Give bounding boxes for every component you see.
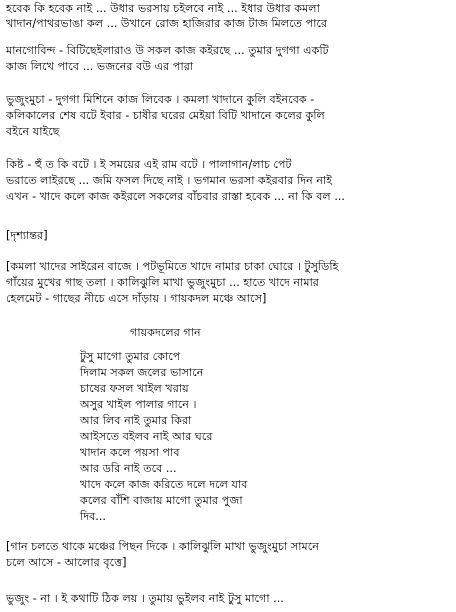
dialogue-line: মানগোবিন্দ - বিটিছেইলারাও উ সকল কাজ কইরছে ... তুমার দুগগা একটি [6, 44, 329, 57]
song-line: কলের বাঁশি বাজায় মাগো তুমার পুজা [80, 494, 243, 507]
dialogue-line: কলিকালের শেষ বটে ইবার - চাষীর ঘরের মেইয়া বিটি খাদানে কলের কুলি [6, 109, 325, 122]
dialogue-line: ভরাতে লাইরছে ... জমি ফসল দিছে নাই । ভগমান ভরসা কইরবার দিন নাই [6, 174, 333, 187]
dialogue-line: এখন - খাদে কলে কাজ কইরলে সকলের বাঁচবার রাস্তা হবেক ... না কি বল ... [6, 190, 345, 203]
song-title: গায়কদলের গান [130, 326, 201, 339]
dialogue-line: ভুজুংমুচা - দুগগা মিশিনে কাজ লিবেক । কমলা খাদানে কুলি বইনবেক - [6, 93, 315, 106]
song-line: খাদান কলে পয়সা পাব [80, 446, 180, 459]
dialogue-line: কাজ লিখে পাবে ... ভজনের বউ এর পারা [6, 60, 194, 73]
scene-label: [দৃশ্যান্তর] [6, 229, 48, 242]
song-line: চাষের ফসল খাইল খরায় [80, 382, 189, 395]
dialogue-line: বইনে যাইছে [6, 125, 60, 138]
stage-direction-line: চলে আসে - আলোর বৃত্তে] [6, 556, 127, 569]
stage-direction-line: [গান চলতে থাকে মঞ্চের পিছন দিকে । কালিঝুলি মাখা ভুজুংমুচা সামনে [6, 540, 319, 553]
text-line: হবেক কি হবেক নাই ... উধার ভরসায় চইলবে নাই ... ইধার উধার কমলা [6, 2, 320, 15]
song-line: টুসু মাগো তুমার কোপে [80, 350, 181, 363]
text-line: খাদান/পাথরভাঙা কল ... উখানে রোজ হাজিরার কাজ টাজ মিলতে পারে [6, 17, 328, 30]
dialogue-line: ভুজুং - না । ই কথাটি ঠিক লয় । তুমায় ভুইলব নাই টুসু মাগো ... [6, 592, 284, 605]
song-line: দিব... [80, 510, 106, 523]
song-line: আর ডরি নাই তবে ... [80, 462, 177, 475]
stage-direction-line: হেলমেট - গাছের নীচে এসে দাঁড়ায় । গায়কদল মঞ্চে আসে] [6, 292, 267, 305]
song-line: খাদে কলে কাজ করিতে দলে দলে যাব [80, 478, 248, 491]
song-line: অসুর খাইল পালার গানে । [80, 398, 197, 411]
song-line: দিলাম সকল জলের ভাসানে [80, 366, 204, 379]
stage-direction-line: [কমলা খাদের সাইরেন বাজে । পটভূমিতে খাদে নামার চাকা ঘোরে । টুসুডিহি [6, 260, 339, 273]
dialogue-line: কিষ্ট - হুঁ ত কি বটে । ই সময়ের এই রাম বটে । পালাগান/লাচ পেট [6, 158, 292, 171]
stage-direction-line: গাঁয়ের মুখের গাছ তলা । কালিঝুলি মাখা ভুজুংমুচা ... হাতে খাদে নামার [6, 276, 319, 289]
song-line: আইসতে বইলব নাই আর ঘরে [80, 430, 213, 443]
song-line: আর লিব নাই তুমার কিরা [80, 414, 192, 427]
